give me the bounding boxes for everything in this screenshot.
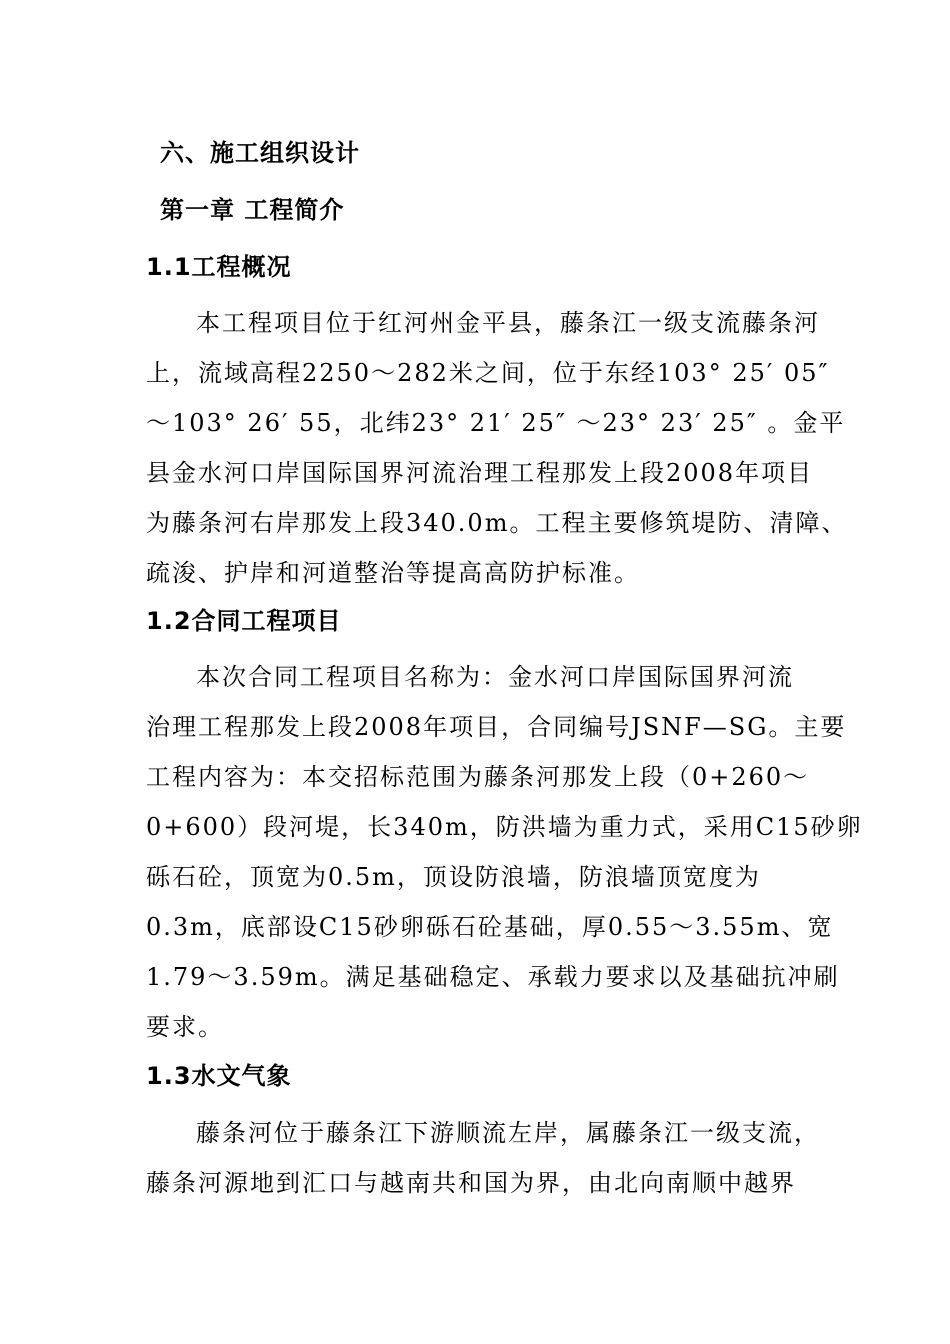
chapter-title: 第一章 工程简介 (160, 196, 345, 224)
paragraph-line: ～103° 26′ 55，北纬23° 21′ 25″ ～23° 23′ 25″ 。金平 (146, 409, 846, 437)
paragraph-line: 工程内容为：本交招标范围为藤条河那发上段（0+260～ (146, 763, 810, 791)
paragraph-line: 0.3m，底部设C15砂卵砾石砼基础，厚0.55～3.55m、宽 (146, 913, 834, 941)
paragraph-line: 0+600）段河堤，长340m，防洪墙为重力式，采用C15砂卵 (146, 813, 863, 841)
section-heading: 1.2合同工程项目 (146, 607, 342, 635)
paragraph-line: 为藤条河右岸那发上段340.0m。工程主要修筑堤防、清障、 (146, 509, 848, 537)
paragraph-line: 1.79～3.59m。满足基础稳定、承载力要求以及基础抗冲刷 (146, 963, 840, 991)
paragraph-line: 疏浚、护岸和河道整治等提高高防护标准。 (146, 559, 640, 587)
paragraph-line: 上，流域高程2250～282米之间，位于东经103° 25′ 05″ (146, 359, 830, 387)
paragraph-line: 本次合同工程项目名称为：金水河口岸国际国界河流 (196, 663, 794, 691)
paragraph-line: 藤条河源地到汇口与越南共和国为界，由北向南顺中越界 (146, 1169, 796, 1197)
paragraph-line: 本工程项目位于红河州金平县，藤条江一级支流藤条河 (196, 309, 820, 337)
paragraph-line: 县金水河口岸国际国界河流治理工程那发上段2008年项目 (146, 459, 814, 487)
section-heading: 1.1工程概况 (146, 253, 292, 281)
paragraph-line: 砾石砼，顶宽为0.5m，顶设防浪墙，防浪墙顶宽度为 (146, 863, 761, 891)
paragraph-line: 藤条河位于藤条江下游顺流左岸，属藤条江一级支流， (196, 1119, 820, 1147)
paragraph-line: 治理工程那发上段2008年项目，合同编号JSNF—SG。主要 (146, 713, 847, 741)
section-heading: 1.3水文气象 (146, 1062, 292, 1090)
paragraph-line: 要求。 (146, 1013, 224, 1041)
section-title: 六、施工组织设计 (160, 139, 360, 167)
